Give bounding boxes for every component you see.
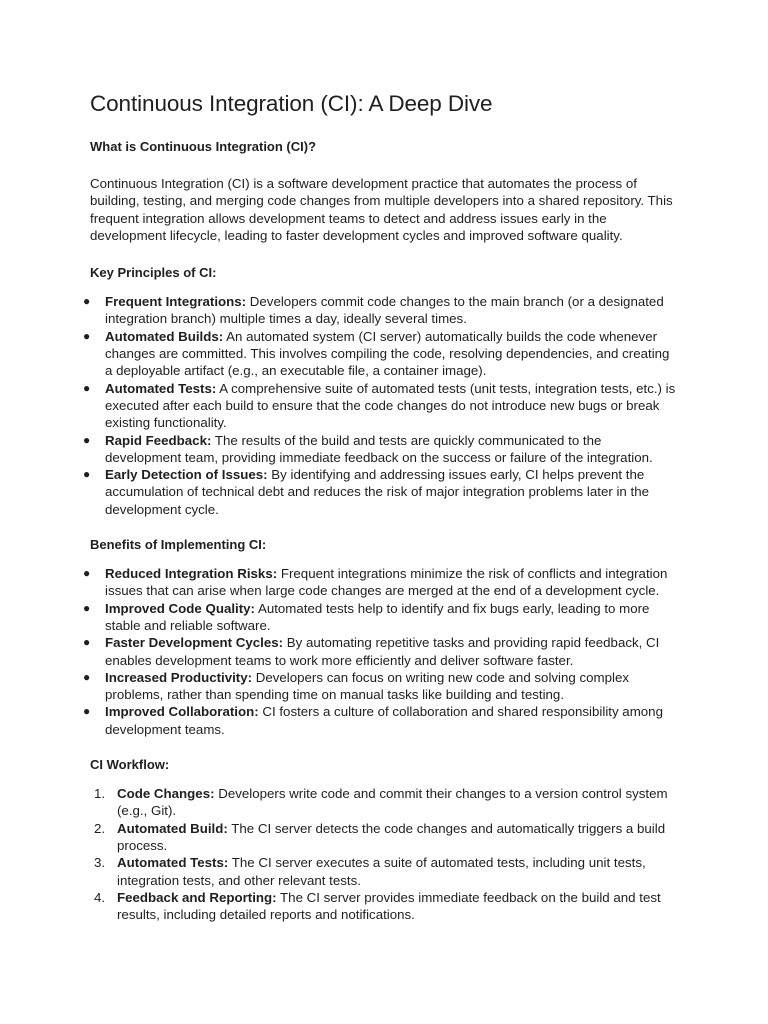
- item-label: Faster Development Cycles:: [105, 635, 284, 651]
- item-text: The results of the build and tests are quickly communicated to the development team, providing immediate feedback on the success or failure of the integration.: [105, 432, 653, 465]
- list-item: [83, 669, 680, 704]
- item-label: Early Detection of Issues:: [105, 467, 268, 483]
- list-item: [83, 432, 680, 467]
- item-number: 2.: [94, 820, 106, 836]
- list-item: [83, 466, 680, 518]
- item-number: 1.: [94, 786, 106, 802]
- bullet-icon: ●: [83, 704, 91, 719]
- list-item: [83, 703, 680, 738]
- principles-heading: Key Principles of CI:: [90, 265, 217, 281]
- item-label: Improved Code Quality:: [105, 600, 255, 616]
- what-body: Continuous Integration (CI) is a software development practice that automates the process of building, testing, and merging code changes from multiple developers into a shared repository. This frequent integration allows development teams to detect and address issues early in the development lifecycle, leading to faster development cycles and improved software quality.: [90, 176, 673, 243]
- benefits-list: [83, 565, 680, 738]
- item-label: Automated Tests:: [117, 855, 229, 871]
- item-text: The CI server executes a suite of automated tests, including unit tests, integration tests, and other relevant tests.: [117, 855, 646, 888]
- item-text: Developers commit code changes to the main branch (or a designated integration branch) multiple times a day, ideally several times.: [105, 294, 664, 327]
- bullet-icon: ●: [83, 328, 91, 343]
- bullet-icon: ●: [83, 566, 91, 581]
- item-text: The CI server detects the code changes and automatically triggers a build process.: [117, 820, 666, 853]
- list-item: [92, 820, 680, 855]
- item-text: Frequent integrations minimize the risk of conflicts and integration issues that can arise when large code changes are merged at the end of a development cycle.: [105, 566, 668, 599]
- what-heading: What is Continuous Integration (CI)?: [90, 139, 317, 154]
- list-item: [92, 854, 680, 889]
- item-text: By automating repetitive tasks and providing rapid feedback, CI enables development teams to work more efficiently and deliver software faster.: [105, 635, 660, 668]
- list-item: [92, 889, 680, 924]
- page-title: Continuous Integration (CI): A Deep Dive: [90, 91, 493, 116]
- bullet-icon: ●: [83, 380, 91, 395]
- item-label: Automated Build:: [117, 820, 228, 836]
- item-text: An automated system (CI server) automatically builds the code whenever changes are committed. This involves compiling the code, resolving dependencies, and creating a deployable artifact (e.g., an executable file, a container image).: [105, 328, 670, 379]
- document-page: [83, 90, 680, 941]
- item-label: Rapid Feedback:: [105, 432, 212, 448]
- item-text: Developers can focus on writing new code and solving complex problems, rather than spending time on manual tasks like building and testing.: [105, 669, 630, 703]
- item-label: Feedback and Reporting:: [117, 889, 277, 905]
- bullet-icon: ●: [83, 294, 91, 309]
- principles-list: [83, 293, 680, 518]
- item-label: Frequent Integrations:: [105, 294, 247, 310]
- workflow-list: [92, 785, 680, 923]
- list-item: [83, 634, 680, 669]
- item-label: Increased Productivity:: [105, 669, 253, 685]
- item-label: Reduced Integration Risks:: [105, 566, 278, 582]
- item-text: By identifying and addressing issues early, CI helps prevent the accumulation of technical debt and reduces the risk of major integration problems later in the development cycle.: [105, 467, 649, 517]
- benefits-heading: Benefits of Implementing CI:: [90, 537, 267, 553]
- item-label: Automated Builds:: [105, 328, 224, 344]
- list-item: [83, 328, 680, 380]
- item-label: Improved Collaboration:: [105, 704, 259, 720]
- item-text: The CI server provides immediate feedback on the build and test results, including detailed reports and notifications.: [117, 889, 661, 923]
- workflow-heading: CI Workflow:: [90, 757, 170, 773]
- item-label: Automated Tests:: [105, 380, 217, 396]
- item-text: A comprehensive suite of automated tests (unit tests, integration tests, etc.) is executed after each build to ensure that the code changes do not introduce new bugs or break existing functionality.: [105, 380, 676, 431]
- list-item: [83, 380, 680, 432]
- bullet-icon: ●: [83, 432, 91, 447]
- item-number: 3.: [94, 855, 106, 871]
- item-text: CI fosters a culture of collaboration and shared responsibility among development teams.: [105, 704, 663, 737]
- item-text: Developers write code and commit their changes to a version control system (e.g., Git).: [117, 786, 668, 819]
- bullet-icon: ●: [83, 635, 91, 650]
- item-text: Automated tests help to identify and fix bugs early, leading to more stable and reliable software.: [105, 600, 650, 633]
- list-item: [83, 293, 680, 328]
- bullet-icon: ●: [83, 467, 91, 482]
- list-item: [92, 785, 680, 820]
- item-label: Code Changes:: [117, 786, 215, 802]
- bullet-icon: ●: [83, 669, 91, 684]
- list-item: [83, 600, 680, 635]
- item-number: 4.: [94, 889, 106, 905]
- bullet-icon: ●: [83, 600, 91, 615]
- list-item: [83, 565, 680, 600]
